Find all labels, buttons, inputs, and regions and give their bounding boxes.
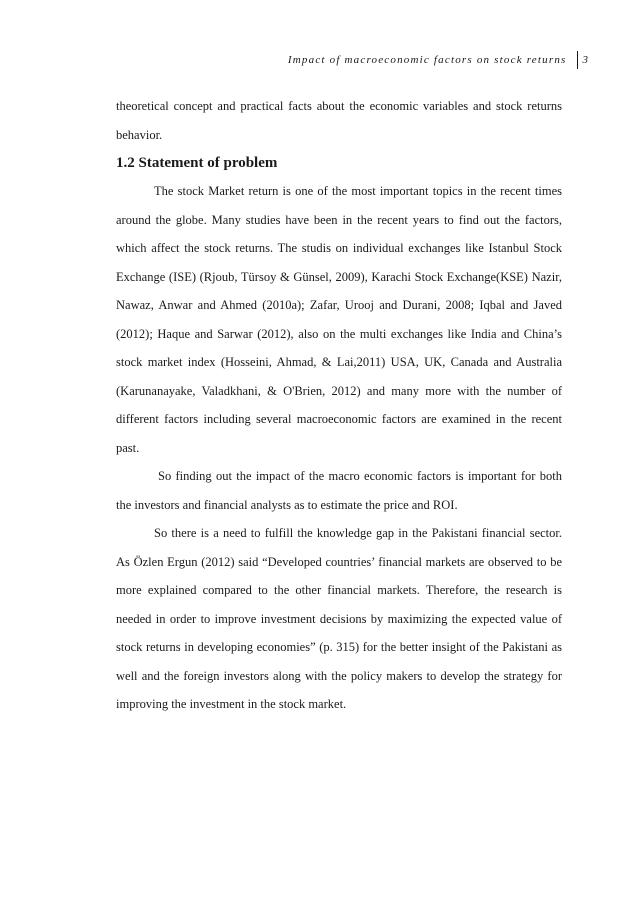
section-heading: 1.2 Statement of problem [116, 155, 278, 171]
intro-paragraph: theoretical concept and practical facts about the economic variables and stock returns behavior. [116, 99, 562, 142]
paragraph-1: The stock Market return is one of the most important topics in the recent times around the globe. Many studies have been in the recent years to find out the factors, which affect the stock returns. The studis on individual exchanges like Istanbul Stock Exchange (ISE) (Rjoub, Türsoy & Günsel, 2009), Karachi Stock Exchange(KSE) Nazir, Nawaz, Anwar and Ahmed (2010a); Zafar, Urooj and Durani, 2008; Iqbal and Javed (2012); Haque and Sarwar (2012), also on the multi exchanges like India and China’s stock market index (Hosseini, Ahmad, & Lai,2011) USA, UK, Canada and Australia (Karunanayake, Valadkhani, & O'Brien, 2012) and many more with the number of different factors including several macroeconomic factors are examined in the recent past. [116, 184, 562, 455]
running-header-title: Impact of macroeconomic factors on stock returns [287, 54, 567, 66]
page-number: 3 [582, 54, 588, 66]
running-header [288, 50, 588, 70]
paragraph-3: So there is a need to fulfill the knowledge gap in the Pakistani financial sector. As Özlen Ergun (2012) said “Developed countries’ financial markets are observed to be more explained compared to the other financial markets. Therefore, the research is needed in order to improve investment decisions by maximizing the expected value of stock returns in developing economies” (p. 315) for the better insight of the Pakistani as well and the foreign investors along with the policy makers to develop the strategy for improving the investment in the stock market. [116, 526, 562, 711]
paragraph-2: So finding out the impact of the macro economic factors is important for both the investors and financial analysts as to estimate the price and ROI. [116, 469, 562, 512]
running-header-separator [577, 51, 578, 69]
body-text [116, 92, 562, 719]
